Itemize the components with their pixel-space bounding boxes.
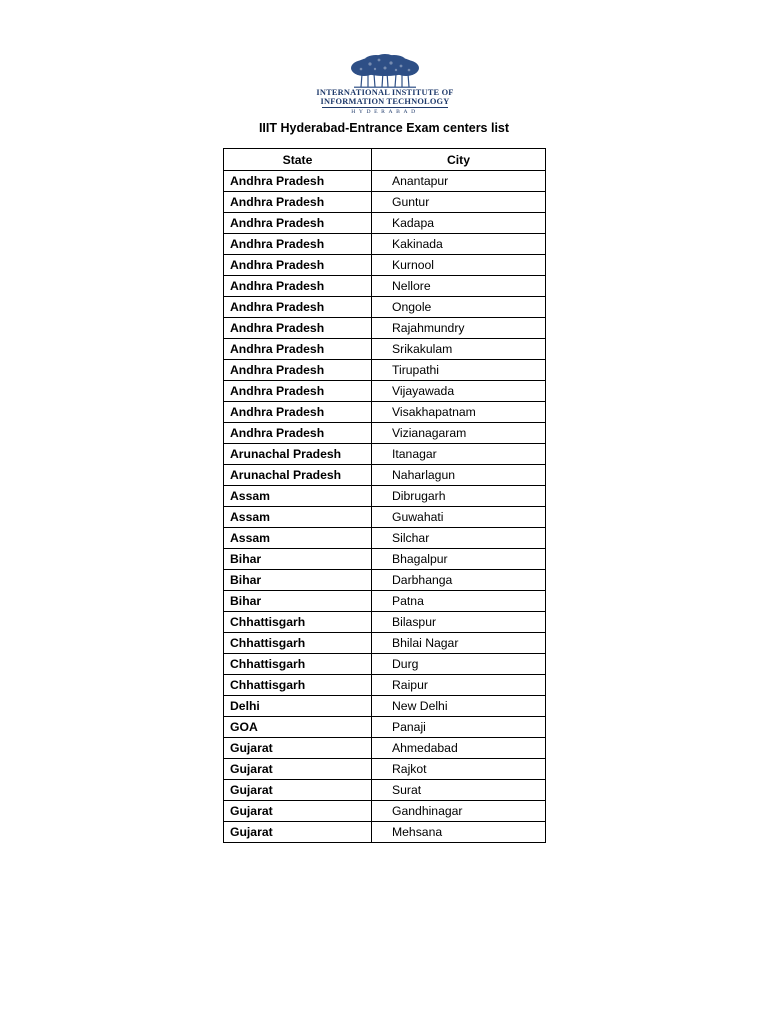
banyan-tree-icon [346,54,424,88]
city-cell: Raipur [372,675,546,696]
city-cell: Panaji [372,717,546,738]
state-cell: Chhattisgarh [224,654,372,675]
city-cell: Mehsana [372,822,546,843]
state-cell: Gujarat [224,822,372,843]
city-cell: Darbhanga [372,570,546,591]
state-cell: GOA [224,717,372,738]
table-row [224,633,546,654]
exam-centers-table [223,148,546,843]
city-cell: Tirupathi [372,360,546,381]
city-cell: Surat [372,780,546,801]
column-header-state: State [224,149,372,171]
table-row [224,402,546,423]
table-row [224,255,546,276]
table-row [224,717,546,738]
institute-logo [316,54,454,120]
city-cell: Srikakulam [372,339,546,360]
state-cell: Andhra Pradesh [224,192,372,213]
state-cell: Andhra Pradesh [224,339,372,360]
city-cell: Rajkot [372,759,546,780]
state-cell: Andhra Pradesh [224,297,372,318]
city-cell: Dibrugarh [372,486,546,507]
table-row [224,822,546,843]
state-cell: Arunachal Pradesh [224,465,372,486]
state-cell: Andhra Pradesh [224,423,372,444]
table-row [224,801,546,822]
state-cell: Andhra Pradesh [224,318,372,339]
table-row [224,171,546,192]
state-cell: Chhattisgarh [224,675,372,696]
table-row [224,234,546,255]
city-cell: Durg [372,654,546,675]
table-row [224,654,546,675]
state-cell: Gujarat [224,801,372,822]
table-row [224,423,546,444]
table-row [224,213,546,234]
state-cell: Bihar [224,570,372,591]
logo-line-2: INFORMATION TECHNOLOGY [320,97,450,106]
city-cell: Kadapa [372,213,546,234]
table-row [224,297,546,318]
state-cell: Chhattisgarh [224,633,372,654]
city-cell: Vijayawada [372,381,546,402]
city-cell: Guntur [372,192,546,213]
state-cell: Gujarat [224,738,372,759]
city-cell: Naharlagun [372,465,546,486]
state-cell: Arunachal Pradesh [224,444,372,465]
logo-line-3: HYDERABAD [322,107,448,116]
city-cell: Ahmedabad [372,738,546,759]
city-cell: Anantapur [372,171,546,192]
page-title: IIIT Hyderabad-Entrance Exam centers list [258,121,510,135]
table-row [224,339,546,360]
state-cell: Andhra Pradesh [224,255,372,276]
city-cell: Vizianagaram [372,423,546,444]
table-row [224,360,546,381]
city-cell: Bilaspur [372,612,546,633]
table-row [224,318,546,339]
table-body [224,171,546,843]
state-cell: Andhra Pradesh [224,213,372,234]
city-cell: Silchar [372,528,546,549]
table-row [224,465,546,486]
state-cell: Assam [224,528,372,549]
table-row [224,192,546,213]
table-row [224,507,546,528]
city-cell: Patna [372,591,546,612]
city-cell: New Delhi [372,696,546,717]
state-cell: Andhra Pradesh [224,360,372,381]
city-cell: Bhilai Nagar [372,633,546,654]
city-cell: Rajahmundry [372,318,546,339]
state-cell: Chhattisgarh [224,612,372,633]
table-row [224,570,546,591]
city-cell: Guwahati [372,507,546,528]
state-cell: Andhra Pradesh [224,381,372,402]
city-cell: Ongole [372,297,546,318]
state-cell: Delhi [224,696,372,717]
table-row [224,591,546,612]
table-row [224,696,546,717]
state-cell: Bihar [224,591,372,612]
state-cell: Andhra Pradesh [224,402,372,423]
city-cell: Gandhinagar [372,801,546,822]
table-row [224,549,546,570]
state-cell: Assam [224,507,372,528]
city-cell: Kurnool [372,255,546,276]
table-row [224,612,546,633]
state-cell: Assam [224,486,372,507]
table-row [224,675,546,696]
state-cell: Andhra Pradesh [224,171,372,192]
city-cell: Itanagar [372,444,546,465]
city-cell: Nellore [372,276,546,297]
table-row [224,738,546,759]
state-cell: Gujarat [224,759,372,780]
city-cell: Bhagalpur [372,549,546,570]
table-row [224,444,546,465]
state-cell: Andhra Pradesh [224,276,372,297]
logo-line-1: INTERNATIONAL INSTITUTE OF [316,88,454,97]
city-cell: Kakinada [372,234,546,255]
table-row [224,759,546,780]
table-row [224,276,546,297]
table-row [224,486,546,507]
table-row [224,381,546,402]
state-cell: Andhra Pradesh [224,234,372,255]
table-row [224,780,546,801]
column-header-city: City [372,149,546,171]
state-cell: Gujarat [224,780,372,801]
state-cell: Bihar [224,549,372,570]
table-header-row [224,149,546,171]
table-row [224,528,546,549]
city-cell: Visakhapatnam [372,402,546,423]
